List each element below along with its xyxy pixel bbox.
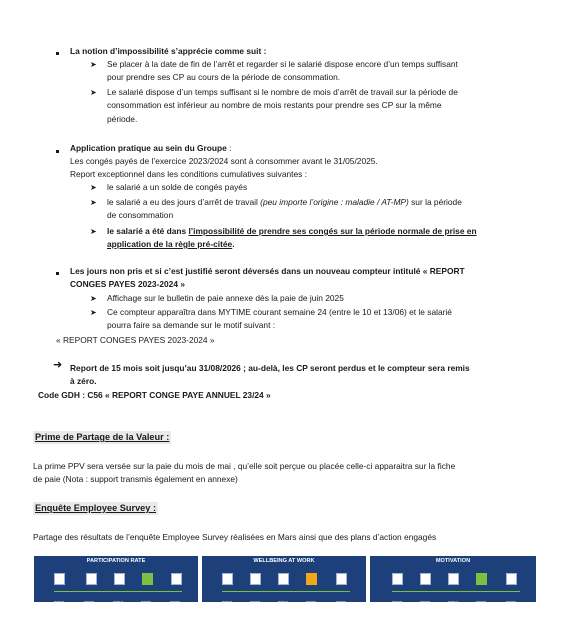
score-box-highlight bbox=[306, 573, 317, 585]
application-heading bbox=[70, 143, 231, 155]
year-label: 2022 bbox=[221, 600, 233, 605]
notion-heading: La notion d’impossibilité s’apprécie comme suit : bbox=[70, 46, 267, 56]
panel-title: MOTIVATION bbox=[435, 558, 471, 564]
wellbeing-panel bbox=[202, 556, 366, 610]
ppv-title: Prime de Partage de la Valeur : bbox=[35, 432, 170, 442]
trend-line bbox=[392, 591, 520, 592]
bullet bbox=[56, 150, 59, 153]
arrow-bullet-icon: ➤ bbox=[90, 308, 97, 317]
year-label: 2025 Target bbox=[168, 600, 182, 610]
score-box-highlight bbox=[142, 573, 153, 585]
condition-2-text: le salarié a eu des jours d’arrêt de travail bbox=[107, 197, 261, 207]
report-arrow-line-2: à zéro. bbox=[70, 376, 97, 386]
motivation-panel bbox=[370, 556, 536, 610]
year-label: 2023 bbox=[249, 600, 261, 605]
condition-3-text: le salarié a été dans bbox=[107, 226, 189, 236]
score-box-highlight bbox=[476, 573, 487, 585]
score-box bbox=[448, 573, 459, 585]
score-box bbox=[336, 573, 347, 585]
condition-3-underlined: l’impossibilité de prendre ses congés sur la période normale de prise en bbox=[188, 226, 477, 236]
score-box bbox=[222, 573, 233, 585]
arrow-bullet-icon: ➤ bbox=[90, 294, 97, 303]
application-heading-text: Application pratique au sein du Groupe bbox=[70, 143, 227, 153]
score-box bbox=[250, 573, 261, 585]
notion-item-2: Le salarié dispose d’un temps suffisant si le nombre de mois d’arrêt de travail sur la période de bbox=[107, 87, 458, 97]
report-item-1: Affichage sur le bulletin de paie annexe dès la paie de juin 2025 bbox=[107, 293, 344, 303]
application-line-2: Report exceptionnel dans les conditions cumulatives suivantes : bbox=[70, 169, 307, 179]
trend-line bbox=[222, 591, 350, 592]
report-code: Code GDH : C56 « REPORT CONGE PAYE ANNUEL 23/24 » bbox=[38, 390, 271, 400]
report-heading-2: CONGES PAYES 2023-2024 » bbox=[70, 279, 185, 289]
report-item-2b: pourra faire sa demande sur le motif suivant : bbox=[107, 320, 276, 330]
condition-2 bbox=[107, 197, 462, 209]
arrow-bullet-icon: ➤ bbox=[90, 227, 97, 236]
panel-title: WELLBEING AT WORK bbox=[253, 558, 315, 564]
year-label: 2024 bbox=[277, 600, 289, 605]
score-box bbox=[278, 573, 289, 585]
arrow-bullet-icon: ➤ bbox=[90, 198, 97, 207]
condition-3-cont bbox=[107, 239, 235, 251]
ppv-text-1: La prime PPV sera versée sur la paie du mois de mai , qu’elle soit perçue ou placée celle-ci apparaitra sur la fiche bbox=[33, 461, 456, 471]
application-line-1: Les congés payés de l’exercice 2023/2024 sont à consommer avant le 31/05/2025. bbox=[70, 156, 378, 166]
year-label: 2024 bbox=[447, 600, 459, 605]
notion-item-1b: pour prendre ses CP au cours de la période de consommation. bbox=[107, 72, 341, 82]
right-arrow-icon: ➜ bbox=[53, 359, 63, 371]
year-label: 2023 bbox=[83, 600, 95, 605]
score-box bbox=[420, 573, 431, 585]
score-box bbox=[171, 573, 182, 585]
condition-3-period: . bbox=[232, 239, 235, 249]
score-box bbox=[392, 573, 403, 585]
condition-3-underlined-2: application de la règle pré-citée bbox=[107, 239, 233, 249]
notion-item-1: Se placer à la date de fin de l’arrêt et regarder si le salarié dispose encore d’un temps suffisant bbox=[107, 59, 458, 69]
year-label: 2022 bbox=[391, 600, 403, 605]
condition-1: le salarié a un solde de congés payés bbox=[107, 182, 248, 192]
year-label: 2022 bbox=[53, 600, 65, 605]
year-label: 2025 Target bbox=[334, 600, 348, 610]
arrow-bullet-icon: ➤ bbox=[90, 183, 97, 192]
participation-rate-panel bbox=[34, 556, 198, 610]
condition-3 bbox=[107, 226, 477, 238]
arrow-bullet-icon: ➤ bbox=[90, 88, 97, 97]
year-label: 2023 bbox=[419, 600, 431, 605]
condition-2-italic: (peu importe l’origine : maladie / AT-MP) bbox=[260, 197, 409, 207]
arrow-bullet-icon: ➤ bbox=[90, 60, 97, 69]
score-box bbox=[506, 573, 517, 585]
year-label: 2024 bbox=[112, 600, 124, 605]
score-box bbox=[86, 573, 97, 585]
condition-2-cont: de consommation bbox=[107, 210, 174, 220]
score-box bbox=[114, 573, 125, 585]
year-label: 2025 Target bbox=[504, 600, 518, 610]
condition-2-end: sur la période bbox=[408, 197, 462, 207]
year-label: 2025 bbox=[140, 600, 152, 605]
ppv-text-2: de paie (Nota : support transmis également en annexe) bbox=[33, 474, 238, 484]
report-item-2: Ce compteur apparaîtra dans MYTIME courant semaine 24 (entre le 10 et 13/06) et le salarié bbox=[107, 307, 452, 317]
bullet bbox=[56, 52, 59, 55]
year-label: 2025 bbox=[475, 600, 487, 605]
year-label: 2025 bbox=[305, 600, 317, 605]
survey-title: Enquête Employee Survey : bbox=[35, 503, 157, 513]
bullet bbox=[56, 272, 59, 275]
notion-item-2c: période. bbox=[107, 114, 138, 124]
panel-title: PARTICIPATION RATE bbox=[86, 558, 146, 564]
score-box bbox=[54, 573, 65, 585]
report-heading-1: Les jours non pris et si c’est justifié seront déversés dans un nouveau compteur intitulé « REPORT bbox=[70, 266, 465, 276]
survey-text: Partage des résultats de l’enquête Employee Survey réalisées en Mars ainsi que des plans d’action engagés bbox=[33, 532, 437, 542]
report-quote: « REPORT CONGES PAYES 2023-2024 » bbox=[56, 335, 215, 345]
notion-item-2b: consommation est inférieur au nombre de mois restants pour prendre ses CP sur la même bbox=[107, 100, 442, 110]
application-heading-suffix: : bbox=[226, 143, 232, 153]
report-arrow-line-1: Report de 15 mois soit jusqu’au 31/08/2026 ; au-delà, les CP seront perdus et le compteur sera remis bbox=[70, 363, 470, 373]
trend-line bbox=[54, 591, 182, 592]
